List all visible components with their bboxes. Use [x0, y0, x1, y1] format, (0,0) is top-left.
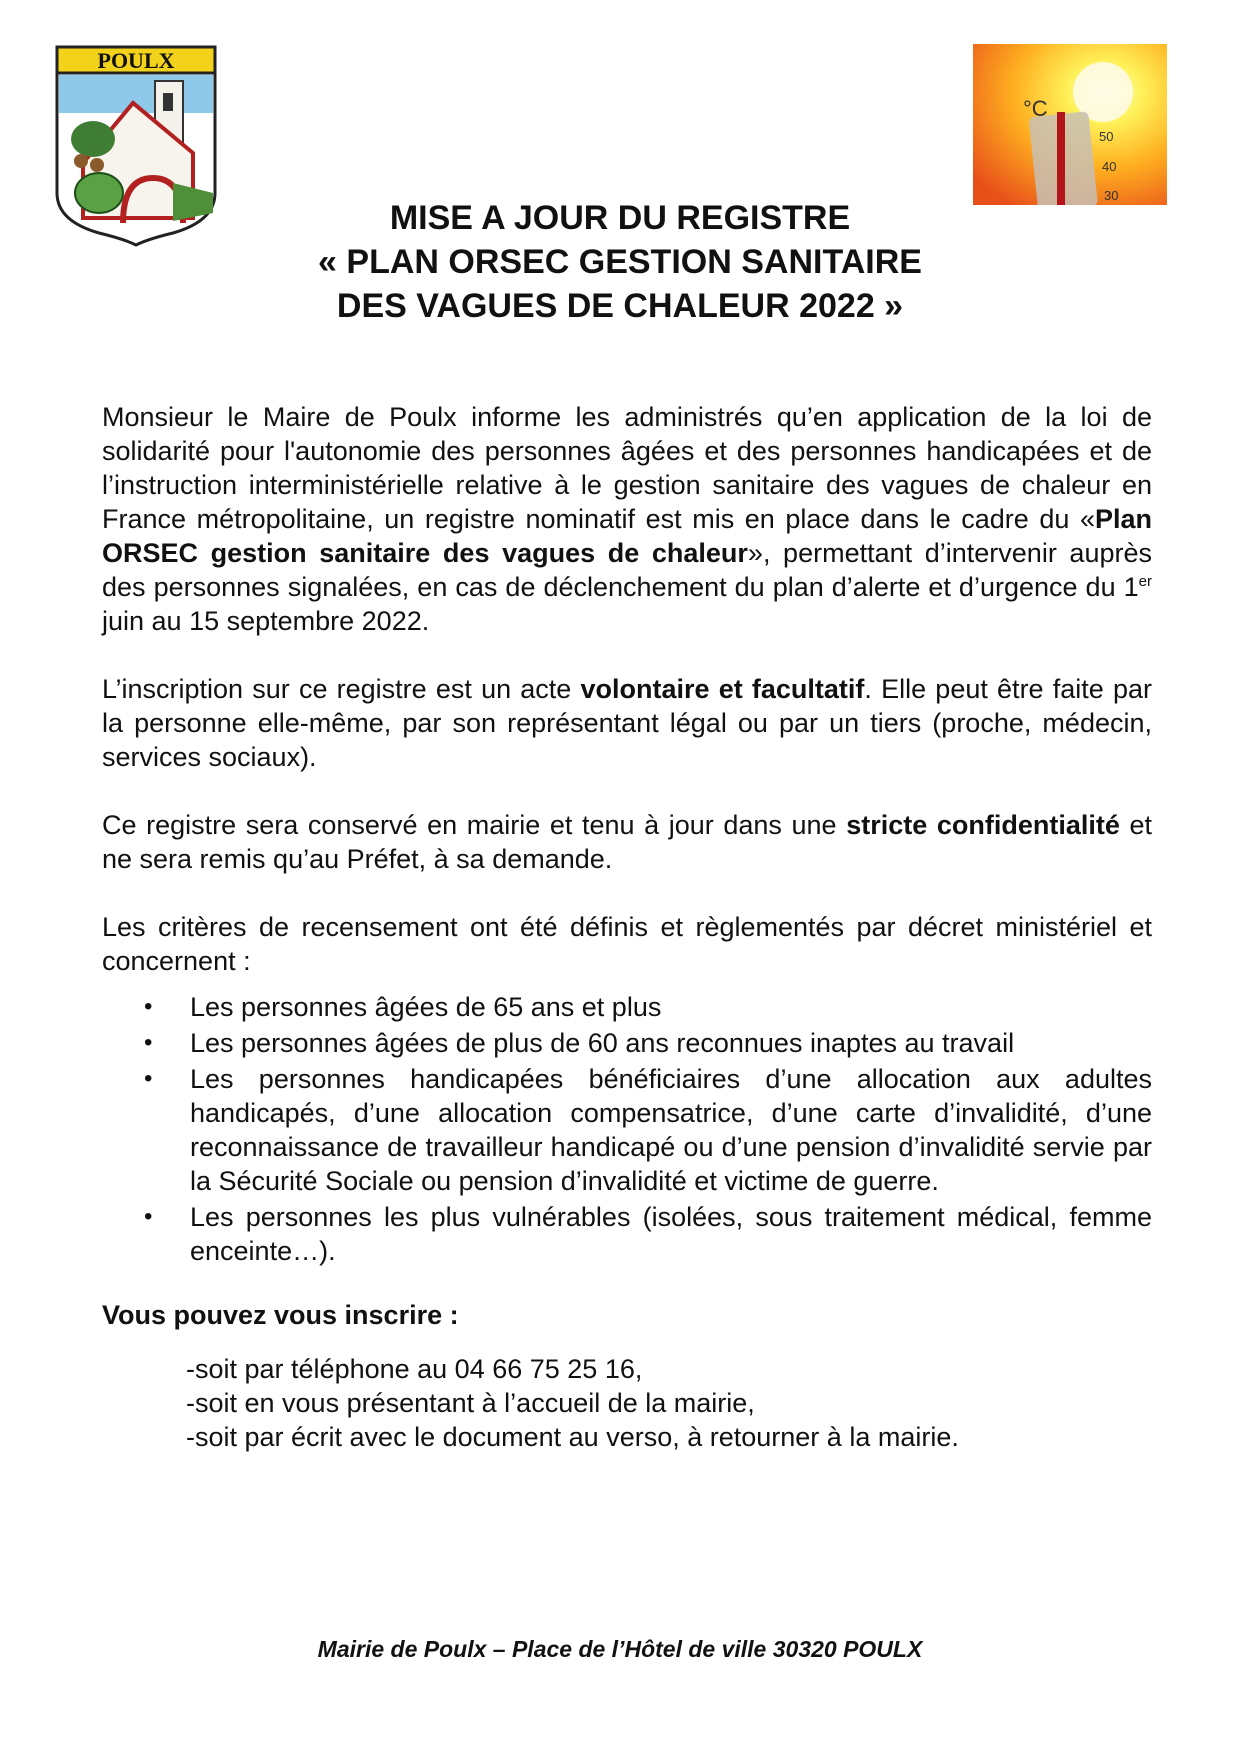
bullet-icon: •	[144, 1065, 153, 1092]
inscription-paragraph: L’inscription sur ce registre est un acte volontaire et facultatif. Elle peut être faite par la personne elle-même, par son représentant légal ou par un tiers (proche, médecin, services sociaux).	[102, 674, 1152, 772]
celsius-unit-label: °C	[1023, 96, 1048, 121]
bullet-icon: •	[144, 1203, 153, 1230]
criteria-item: • Les personnes âgées de plus de 60 ans reconnues inaptes au travail	[144, 1028, 1015, 1058]
confidentiality-bold: stricte confidentialité	[846, 810, 1120, 840]
register-by-mail: -soit par écrit avec le document au verso, à retourner à la mairie.	[186, 1422, 959, 1452]
document-body	[102, 400, 1152, 1454]
criteria-list	[102, 990, 1152, 1268]
bullet-icon: •	[144, 1029, 153, 1056]
register-heading: Vous pouvez vous inscrire :	[102, 1300, 459, 1330]
voluntary-bold: volontaire et facultatif	[580, 674, 865, 704]
temperature-tick-50: 50	[1099, 129, 1114, 144]
ordinal-superscript: er	[1138, 573, 1152, 590]
logo-town-name: POULX	[97, 48, 175, 73]
criteria-item: • Les personnes handicapées bénéficiaires d’une allocation aux adultes handicapés, d’une allocation compensatrice, d’une carte d’invalidité, d’une reconnaissance de travailleur handicapé ou d’une pension d’invalidité servie par la Sécurité Sociale ou pension d’invalidité et victime de guerre.	[144, 1064, 1152, 1196]
criteria-intro: Les critères de recensement ont été définis et règlementés par décret ministériel et concernent :	[102, 912, 1152, 976]
document-title	[0, 196, 1240, 328]
criteria-item: • Les personnes âgées de 65 ans et plus	[144, 992, 662, 1022]
title-line-3: DES VAGUES DE CHALEUR 2022 »	[336, 287, 904, 325]
confidentiality-paragraph: Ce registre sera conservé en mairie et tenu à jour dans une stricte confidentialité et ne sera remis qu’au Préfet, à sa demande.	[102, 810, 1152, 874]
title-line-2: « PLAN ORSEC GESTION SANITAIRE	[318, 243, 922, 281]
heatwave-thermometer-image	[973, 44, 1167, 205]
criteria-item: • Les personnes les plus vulnérables (isolées, sous traitement médical, femme enceinte…).	[144, 1202, 1152, 1266]
intro-paragraph: Monsieur le Maire de Poulx informe les administrés qu’en application de la loi de solidarité pour l'autonomie des personnes âgées et des personnes handicapées et de l’instruction interministérielle relative à le gestion sanitaire des vagues de chaleur en France métropolitaine, un registre nominatif est mis en place dans le cadre du «Plan ORSEC gestion sanitaire des vagues de chaleur», permettant d’intervenir auprès des personnes signalées, en cas de déclenchement du plan d’alerte et d’urgence du 1er juin au 15 septembre 2022.	[102, 402, 1152, 636]
register-methods	[186, 1352, 1152, 1454]
bullet-icon: •	[144, 993, 153, 1020]
footer-address: Mairie de Poulx – Place de l’Hôtel de ville 30320 POULX	[317, 1636, 923, 1662]
register-in-person: -soit en vous présentant à l’accueil de la mairie,	[186, 1388, 755, 1418]
title-line-1: MISE A JOUR DU REGISTRE	[389, 199, 851, 237]
register-by-phone: -soit par téléphone au 04 66 75 25 16,	[186, 1354, 643, 1384]
plan-orsec-bold: Plan ORSEC gestion sanitaire des vagues de chaleur	[102, 504, 1152, 568]
temperature-tick-30: 30	[1104, 188, 1119, 203]
temperature-tick-40: 40	[1102, 159, 1117, 174]
